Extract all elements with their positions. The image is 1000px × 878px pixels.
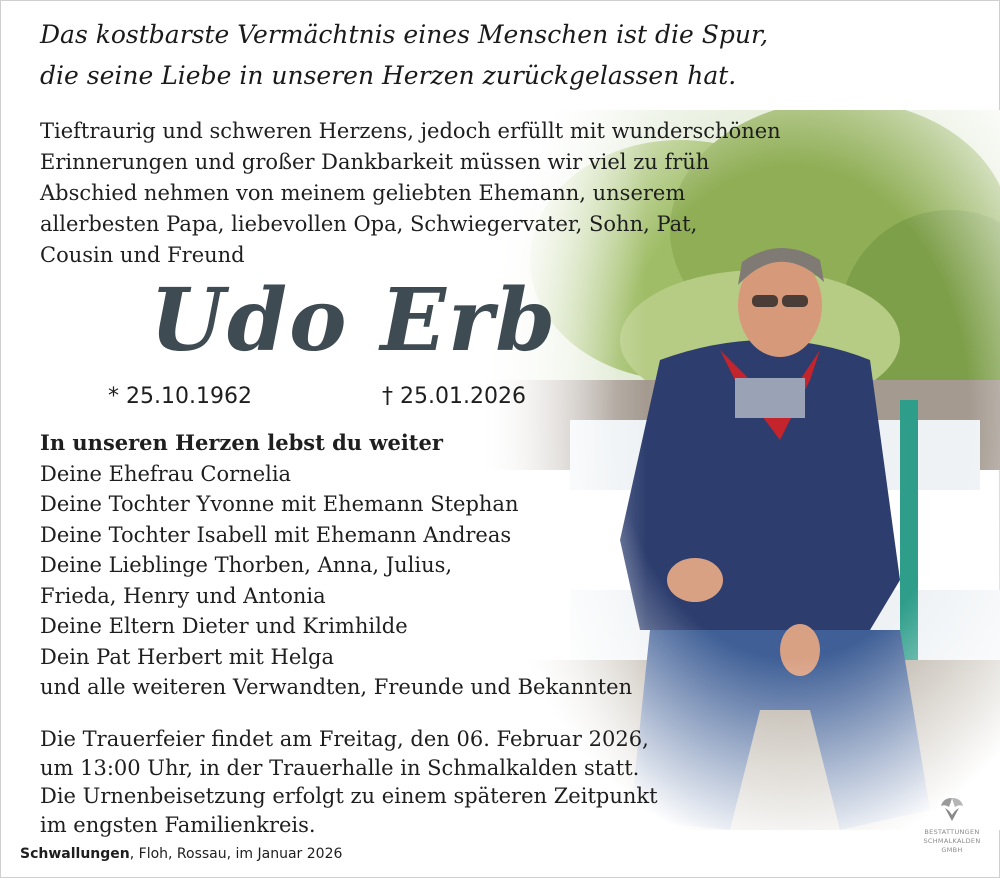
quote-line: Das kostbarste Vermächtnis eines Menschen ist die Spur, — [40, 20, 769, 49]
announcement-line: Abschied nehmen von meinem geliebten Ehemann, unserem — [40, 181, 686, 205]
mourner-line: Deine Ehefrau Cornelia — [40, 461, 292, 486]
death-date: † 25.01.2026 — [382, 384, 526, 409]
mourner-line: Deine Tochter Isabell mit Ehemann Andreas — [40, 522, 512, 547]
place-name: Schwallungen — [20, 846, 130, 862]
announcement-text — [40, 116, 840, 271]
quote-line: die seine Liebe in unseren Herzen zurückgelassen hat. — [40, 61, 737, 90]
mourner-line: Dein Pat Herbert mit Helga — [40, 644, 334, 669]
service-line: Die Trauerfeier findet am Freitag, den 06. Februar 2026, — [40, 727, 649, 751]
mourner-line: Frieda, Henry und Antonia — [40, 583, 326, 608]
service-line: um 13:00 Uhr, in der Trauerhalle in Schmalkalden statt. — [40, 755, 640, 780]
mourners-heading: In unseren Herzen lebst du weiter — [40, 430, 443, 455]
service-line: im engsten Familienkreis. — [40, 812, 316, 837]
funeral-service-info — [40, 725, 720, 839]
mourner-line: Deine Lieblinge Thorben, Anna, Julius, — [40, 553, 453, 577]
mourner-line: Deine Tochter Yvonne mit Ehemann Stephan — [40, 492, 519, 516]
service-line: Die Urnenbeisetzung erfolgt zu einem späteren Zeitpunkt — [40, 784, 658, 808]
announcement-line: allerbesten Papa, liebevollen Opa, Schwiegervater, Sohn, Pat, — [40, 212, 698, 236]
funeral-home-emblem-icon — [937, 794, 967, 824]
logo-line: BESTATTUNGEN — [924, 828, 980, 836]
place-date-rest: , Floh, Rossau, im Januar 2026 — [129, 846, 343, 862]
funeral-home-logo — [920, 794, 984, 855]
logo-line: SCHMALKALDEN — [923, 837, 981, 845]
mourners-list — [40, 428, 720, 703]
announcement-line: Erinnerungen und großer Dankbarkeit müssen wir viel zu früh — [40, 150, 710, 174]
announcement-line: Tieftraurig und schweren Herzens, jedoch erfüllt mit wunderschönen — [40, 119, 781, 143]
birth-date: * 25.10.1962 — [108, 384, 252, 409]
memorial-quote — [40, 14, 769, 96]
place-and-date — [20, 846, 342, 862]
mourner-line: und alle weiteren Verwandten, Freunde und Bekannten — [40, 675, 633, 699]
deceased-name: Udo Erb — [150, 270, 558, 371]
mourner-line: Deine Eltern Dieter und Krimhilde — [40, 614, 408, 638]
announcement-line: Cousin und Freund — [40, 243, 245, 267]
logo-line: GMBH — [941, 846, 963, 854]
